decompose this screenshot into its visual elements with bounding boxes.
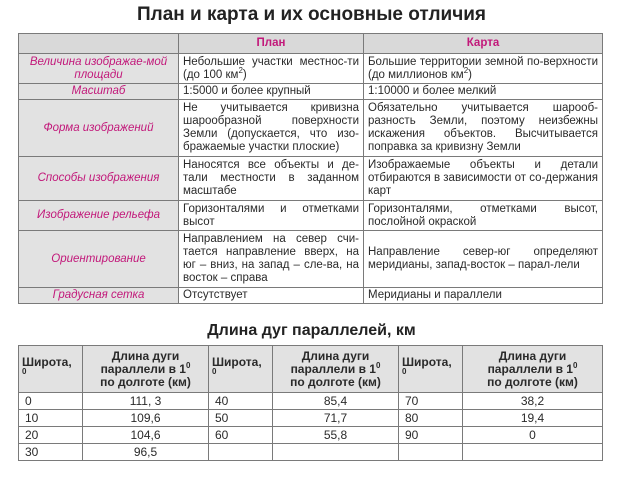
length-cell: 85,4 bbox=[273, 393, 399, 410]
latitude-cell bbox=[209, 444, 273, 461]
length-cell: 55,8 bbox=[273, 427, 399, 444]
table-row bbox=[19, 288, 603, 304]
map-cell: Обязательно учитывается шарооб-разность Земли, поэтому неизбежны искажения объектов. Высчитывается поправка за кривизну Земли bbox=[364, 100, 603, 157]
latitude-cell: 10 bbox=[19, 410, 83, 427]
latitude-cell: 20 bbox=[19, 427, 83, 444]
header-map: Карта bbox=[364, 34, 603, 54]
latitude-header: Широта, $^0$ bbox=[209, 346, 273, 393]
plan-cell: Горизонталями и отметками высот bbox=[179, 201, 364, 231]
length-cell: 38,2 bbox=[463, 393, 603, 410]
criterion-cell: Масштаб bbox=[19, 84, 179, 100]
arc-length-header: Длина дуги параллели в $1^0$ по долготе (км) bbox=[273, 346, 399, 393]
plan-cell: Наносятся все объекты и де-тали местности в заданном масштабе bbox=[179, 157, 364, 201]
table-row bbox=[19, 427, 603, 444]
criterion-cell: Ориентирование bbox=[19, 231, 179, 288]
table-row bbox=[19, 100, 603, 157]
table-row bbox=[19, 393, 603, 410]
table-row bbox=[19, 231, 603, 288]
length-cell: 0 bbox=[463, 427, 603, 444]
latitude-header: Широта, $^0$ bbox=[19, 346, 83, 393]
criterion-cell: Изображение рельефа bbox=[19, 201, 179, 231]
latitude-cell: 80 bbox=[399, 410, 463, 427]
table-row bbox=[19, 157, 603, 201]
criterion-cell: Величина изображае-мой площади bbox=[19, 54, 179, 84]
latitude-cell: 30 bbox=[19, 444, 83, 461]
map-cell: 1:10000 и более мелкий bbox=[364, 84, 603, 100]
plan-cell: 1:5000 и более крупный bbox=[179, 84, 364, 100]
map-cell: Меридианы и параллели bbox=[364, 288, 603, 304]
table-row bbox=[19, 54, 603, 84]
table-row bbox=[19, 201, 603, 231]
latitude-cell: 40 bbox=[209, 393, 273, 410]
length-cell: 71,7 bbox=[273, 410, 399, 427]
length-cell: 96,5 bbox=[83, 444, 209, 461]
latitude-cell: 60 bbox=[209, 427, 273, 444]
arc-length-header: Длина дуги параллели в $1^0$ по долготе (км) bbox=[83, 346, 209, 393]
arc-length-table bbox=[18, 345, 603, 461]
page-title: План и карта и их основные отличия bbox=[136, 4, 487, 25]
arc-length-header: Длина дуги параллели в $1^0$ по долготе (км) bbox=[463, 346, 603, 393]
map-cell: Изображаемые объекты и детали отбираются в зависимости от со-держания карт bbox=[364, 157, 603, 201]
latitude-header: Широта, $^0$ bbox=[399, 346, 463, 393]
length-cell bbox=[463, 444, 603, 461]
latitude-cell: 0 bbox=[19, 393, 83, 410]
plan-cell: Небольшие участки местнос-ти (до 100 $км^2$) bbox=[179, 54, 364, 84]
corner-cell bbox=[19, 34, 179, 54]
map-cell: Горизонталями, отметками высот, послойной окраской bbox=[364, 201, 603, 231]
length-cell bbox=[273, 444, 399, 461]
length-cell: 111, 3 bbox=[83, 393, 209, 410]
criterion-cell: Способы изображения bbox=[19, 157, 179, 201]
length-cell: 104,6 bbox=[83, 427, 209, 444]
table-row bbox=[19, 410, 603, 427]
latitude-cell: 90 bbox=[399, 427, 463, 444]
length-cell: 109,6 bbox=[83, 410, 209, 427]
latitude-cell: 50 bbox=[209, 410, 273, 427]
plan-cell: Не учитывается кривизна шарообразной поверхности Земли (допускается, что изо-бражаемые участки плоские) bbox=[179, 100, 364, 157]
criterion-cell: Градусная сетка bbox=[19, 288, 179, 304]
table-row bbox=[19, 444, 603, 461]
header-plan: План bbox=[179, 34, 364, 54]
plan-cell: Отсутствует bbox=[179, 288, 364, 304]
latitude-cell bbox=[399, 444, 463, 461]
criterion-cell: Форма изображений bbox=[19, 100, 179, 157]
map-cell: Большие территории земной по-верхности (до миллионов $км^2$) bbox=[364, 54, 603, 84]
arc-table-title: Длина дуг параллелей, км bbox=[207, 322, 416, 339]
plan-cell: Направлением на север счи-тается направление вверх, на юг – вниз, на запад – сле-ва, на восток – справа bbox=[179, 231, 364, 288]
arc-header-row bbox=[19, 346, 603, 393]
table-row bbox=[19, 84, 603, 100]
latitude-cell: 70 bbox=[399, 393, 463, 410]
comparison-table bbox=[18, 33, 603, 304]
map-cell: Направление север-юг определяют меридианы, запад-восток – парал-лели bbox=[364, 231, 603, 288]
comparison-header-row bbox=[19, 34, 603, 54]
length-cell: 19,4 bbox=[463, 410, 603, 427]
